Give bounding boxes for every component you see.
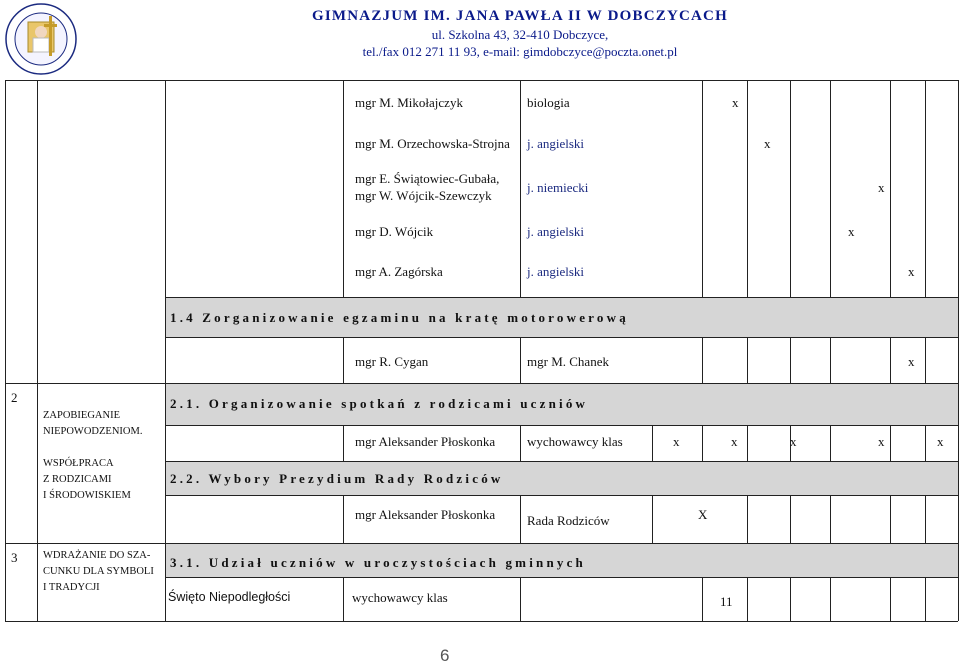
section-title-3-1: 3.1. Udział uczniów w uroczystościach gminnych (170, 555, 586, 570)
category-label: CUNKU DLA SYMBOLI (43, 566, 154, 577)
mark-cell: X (698, 507, 708, 522)
teacher-cell: mgr Aleksander Płoskonka (355, 434, 496, 449)
subject-cell: j. angielski (527, 136, 585, 151)
mark-cell: x (908, 354, 915, 369)
mark-cell: x (731, 434, 738, 449)
category-label: ZAPOBIEGANIE (43, 410, 120, 421)
category-label: NIEPOWODZENIOM. (43, 426, 143, 437)
section-title-2-1: 2.1. Organizowanie spotkań z rodzicami uczniów (170, 396, 589, 411)
teacher-cell: mgr W. Wójcik-Szewczyk (355, 188, 492, 203)
teacher-cell: mgr D. Wójcik (355, 224, 434, 239)
category-label: WSPÓŁPRACA (43, 458, 114, 469)
teacher-cell: mgr R. Cygan (355, 354, 429, 369)
subject-cell: wychowawcy klas (527, 434, 623, 449)
section-number-3: 3 (11, 550, 18, 565)
school-name: GIMNAZJUM IM. JANA PAWŁA II W DOBCZYCACH (312, 8, 728, 24)
section-title-2-2: 2.2. Wybory Prezydium Rady Rodziców (170, 471, 504, 486)
teacher-cell: mgr M. Orzechowska-Strojna (355, 136, 510, 151)
section-title-1-4: 1.4 Zorganizowanie egzaminu na kratę motorowerową (170, 310, 629, 325)
category-label: I TRADYCJI (43, 582, 100, 593)
mark-cell: x (732, 95, 739, 110)
table-bottom-line (5, 621, 958, 622)
page-number: 6 (440, 646, 450, 665)
table-top-line (5, 80, 958, 81)
teacher-cell: mgr Aleksander Płoskonka (355, 507, 496, 522)
section-number-2: 2 (11, 390, 18, 405)
subject-cell: j. angielski (527, 264, 585, 279)
subject-cell: j. angielski (527, 224, 585, 239)
subject-cell: biologia (527, 95, 570, 110)
count-cell: 11 (720, 594, 733, 609)
mark-cell: x (764, 136, 771, 151)
mark-cell: x (848, 224, 855, 239)
mark-cell: x (878, 434, 885, 449)
teacher-cell: mgr E. Świątowiec-Gubała, (355, 171, 500, 186)
subject-cell: Rada Rodziców (527, 513, 610, 528)
school-address: ul. Szkolna 43, 32-410 Dobczyce, (431, 27, 609, 42)
category-label: I ŚRODOWISKIEM (43, 490, 131, 501)
category-label: WDRAŻANIE DO SZA- (43, 550, 151, 561)
school-contact: tel./fax 012 271 11 93, e-mail: gimdobczyce@poczta.onet.pl (362, 44, 678, 59)
teacher-cell: mgr A. Zagórska (355, 264, 443, 279)
category-label: Z RODZICAMI (43, 474, 112, 485)
teacher-cell: mgr M. Mikołajczyk (355, 95, 463, 110)
school-logo (4, 2, 78, 76)
subject-cell: j. niemiecki (527, 180, 589, 195)
mark-cell: x (937, 434, 944, 449)
mark-cell: x (878, 180, 885, 195)
mark-cell: x (908, 264, 915, 279)
subject-cell: wychowawcy klas (352, 590, 448, 605)
mark-cell: x (673, 434, 680, 449)
subject-cell: mgr M. Chanek (527, 354, 609, 369)
event-cell: Święto Niepodległości (168, 590, 291, 604)
mark-cell: x (790, 434, 797, 449)
